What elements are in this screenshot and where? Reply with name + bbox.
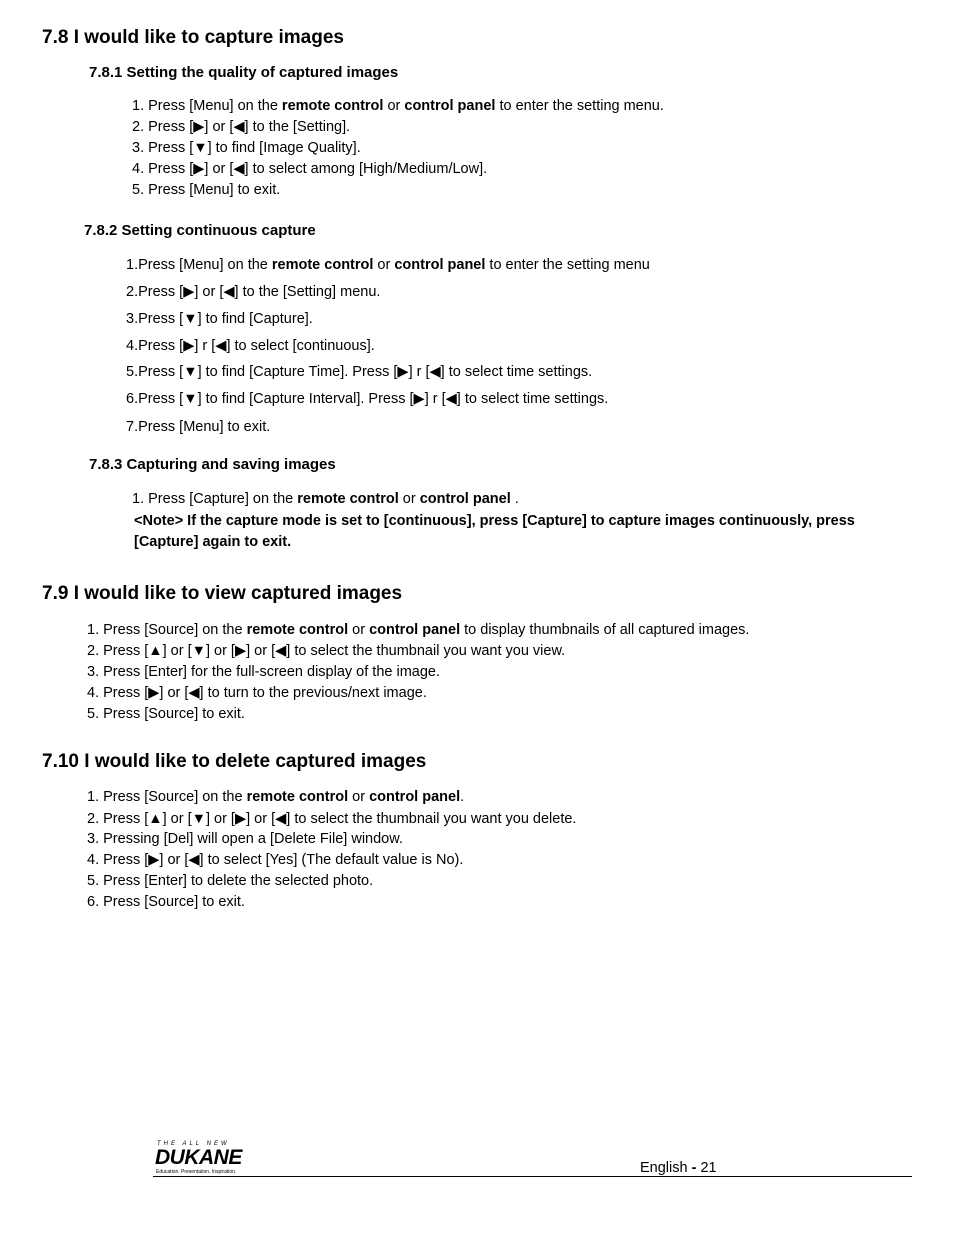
- list-item: 3. Press [Enter] for the full-screen display of the image.: [87, 664, 441, 680]
- list-item: 5.Press [▼] to find [Capture Time]. Press [▶] r [◀] to select time settings.: [126, 364, 593, 380]
- capture-note: <Note> If the capture mode is set to [continuous], press [Capture] to capture images continuously, press [Capture] again to exit.: [134, 513, 855, 550]
- list-item: 4. Press [▶] or [◀] to select [Yes] (The default value is No).: [87, 852, 464, 868]
- list-item: 3.Press [▼] to find [Capture].: [126, 311, 313, 327]
- list-item: 6. Press [Source] to exit.: [87, 894, 245, 910]
- list-item: 3. Pressing [Del] will open a [Delete File] window.: [87, 831, 403, 847]
- list-item: 2. Press [▶] or [◀] to the [Setting].: [132, 119, 351, 135]
- list-item: 6.Press [▼] to find [Capture Interval]. Press [▶] r [◀] to select time settings.: [126, 391, 609, 407]
- section-7-8-3-title: 7.8.3 Capturing and saving images: [89, 456, 336, 473]
- section-7-8-title: 7.8 I would like to capture images: [42, 27, 344, 48]
- list-item: 7.Press [Menu] to exit.: [126, 419, 271, 435]
- list-item: 1.Press [Menu] on the remote control or control panel to enter the setting menu: [126, 257, 650, 273]
- list-item: 1. Press [Source] on the remote control or control panel to display thumbnails of all captured images.: [87, 622, 750, 638]
- list-item: 2. Press [▲] or [▼] or [▶] or [◀] to select the thumbnail you want you delete.: [87, 811, 577, 827]
- list-item: 4.Press [▶] r [◀] to select [continuous].: [126, 338, 375, 354]
- list-item: 3. Press [▼] to find [Image Quality].: [132, 140, 361, 156]
- list-item: 1. Press [Capture] on the remote control or control panel .: [132, 491, 519, 507]
- list-item: 1. Press [Source] on the remote control or control panel.: [87, 789, 465, 805]
- list-item: 5. Press [Source] to exit.: [87, 706, 245, 722]
- section-7-10-title: 7.10 I would like to delete captured images: [42, 751, 427, 772]
- list-item: 5. Press [Enter] to delete the selected photo.: [87, 873, 374, 889]
- section-7-8-2-title: 7.8.2 Setting continuous capture: [84, 222, 316, 239]
- page-number: English - 21: [640, 1160, 717, 1176]
- list-item: 2. Press [▲] or [▼] or [▶] or [◀] to select the thumbnail you want you view.: [87, 643, 566, 659]
- list-item: 4. Press [▶] or [◀] to turn to the previous/next image.: [87, 685, 427, 701]
- list-item: 5. Press [Menu] to exit.: [132, 182, 281, 198]
- dukane-logo: THE ALL NEW DUKANE Education. Presentation. Inspiration.: [155, 1141, 242, 1175]
- list-item: 4. Press [▶] or [◀] to select among [High/Medium/Low].: [132, 161, 488, 177]
- footer-divider: [153, 1176, 912, 1177]
- list-item: 2.Press [▶] or [◀] to the [Setting] menu.: [126, 284, 381, 300]
- section-7-8-1-title: 7.8.1 Setting the quality of captured images: [89, 64, 399, 81]
- section-7-9-title: 7.9 I would like to view captured images: [42, 583, 403, 604]
- list-item: 1. Press [Menu] on the remote control or control panel to enter the setting menu.: [132, 98, 664, 114]
